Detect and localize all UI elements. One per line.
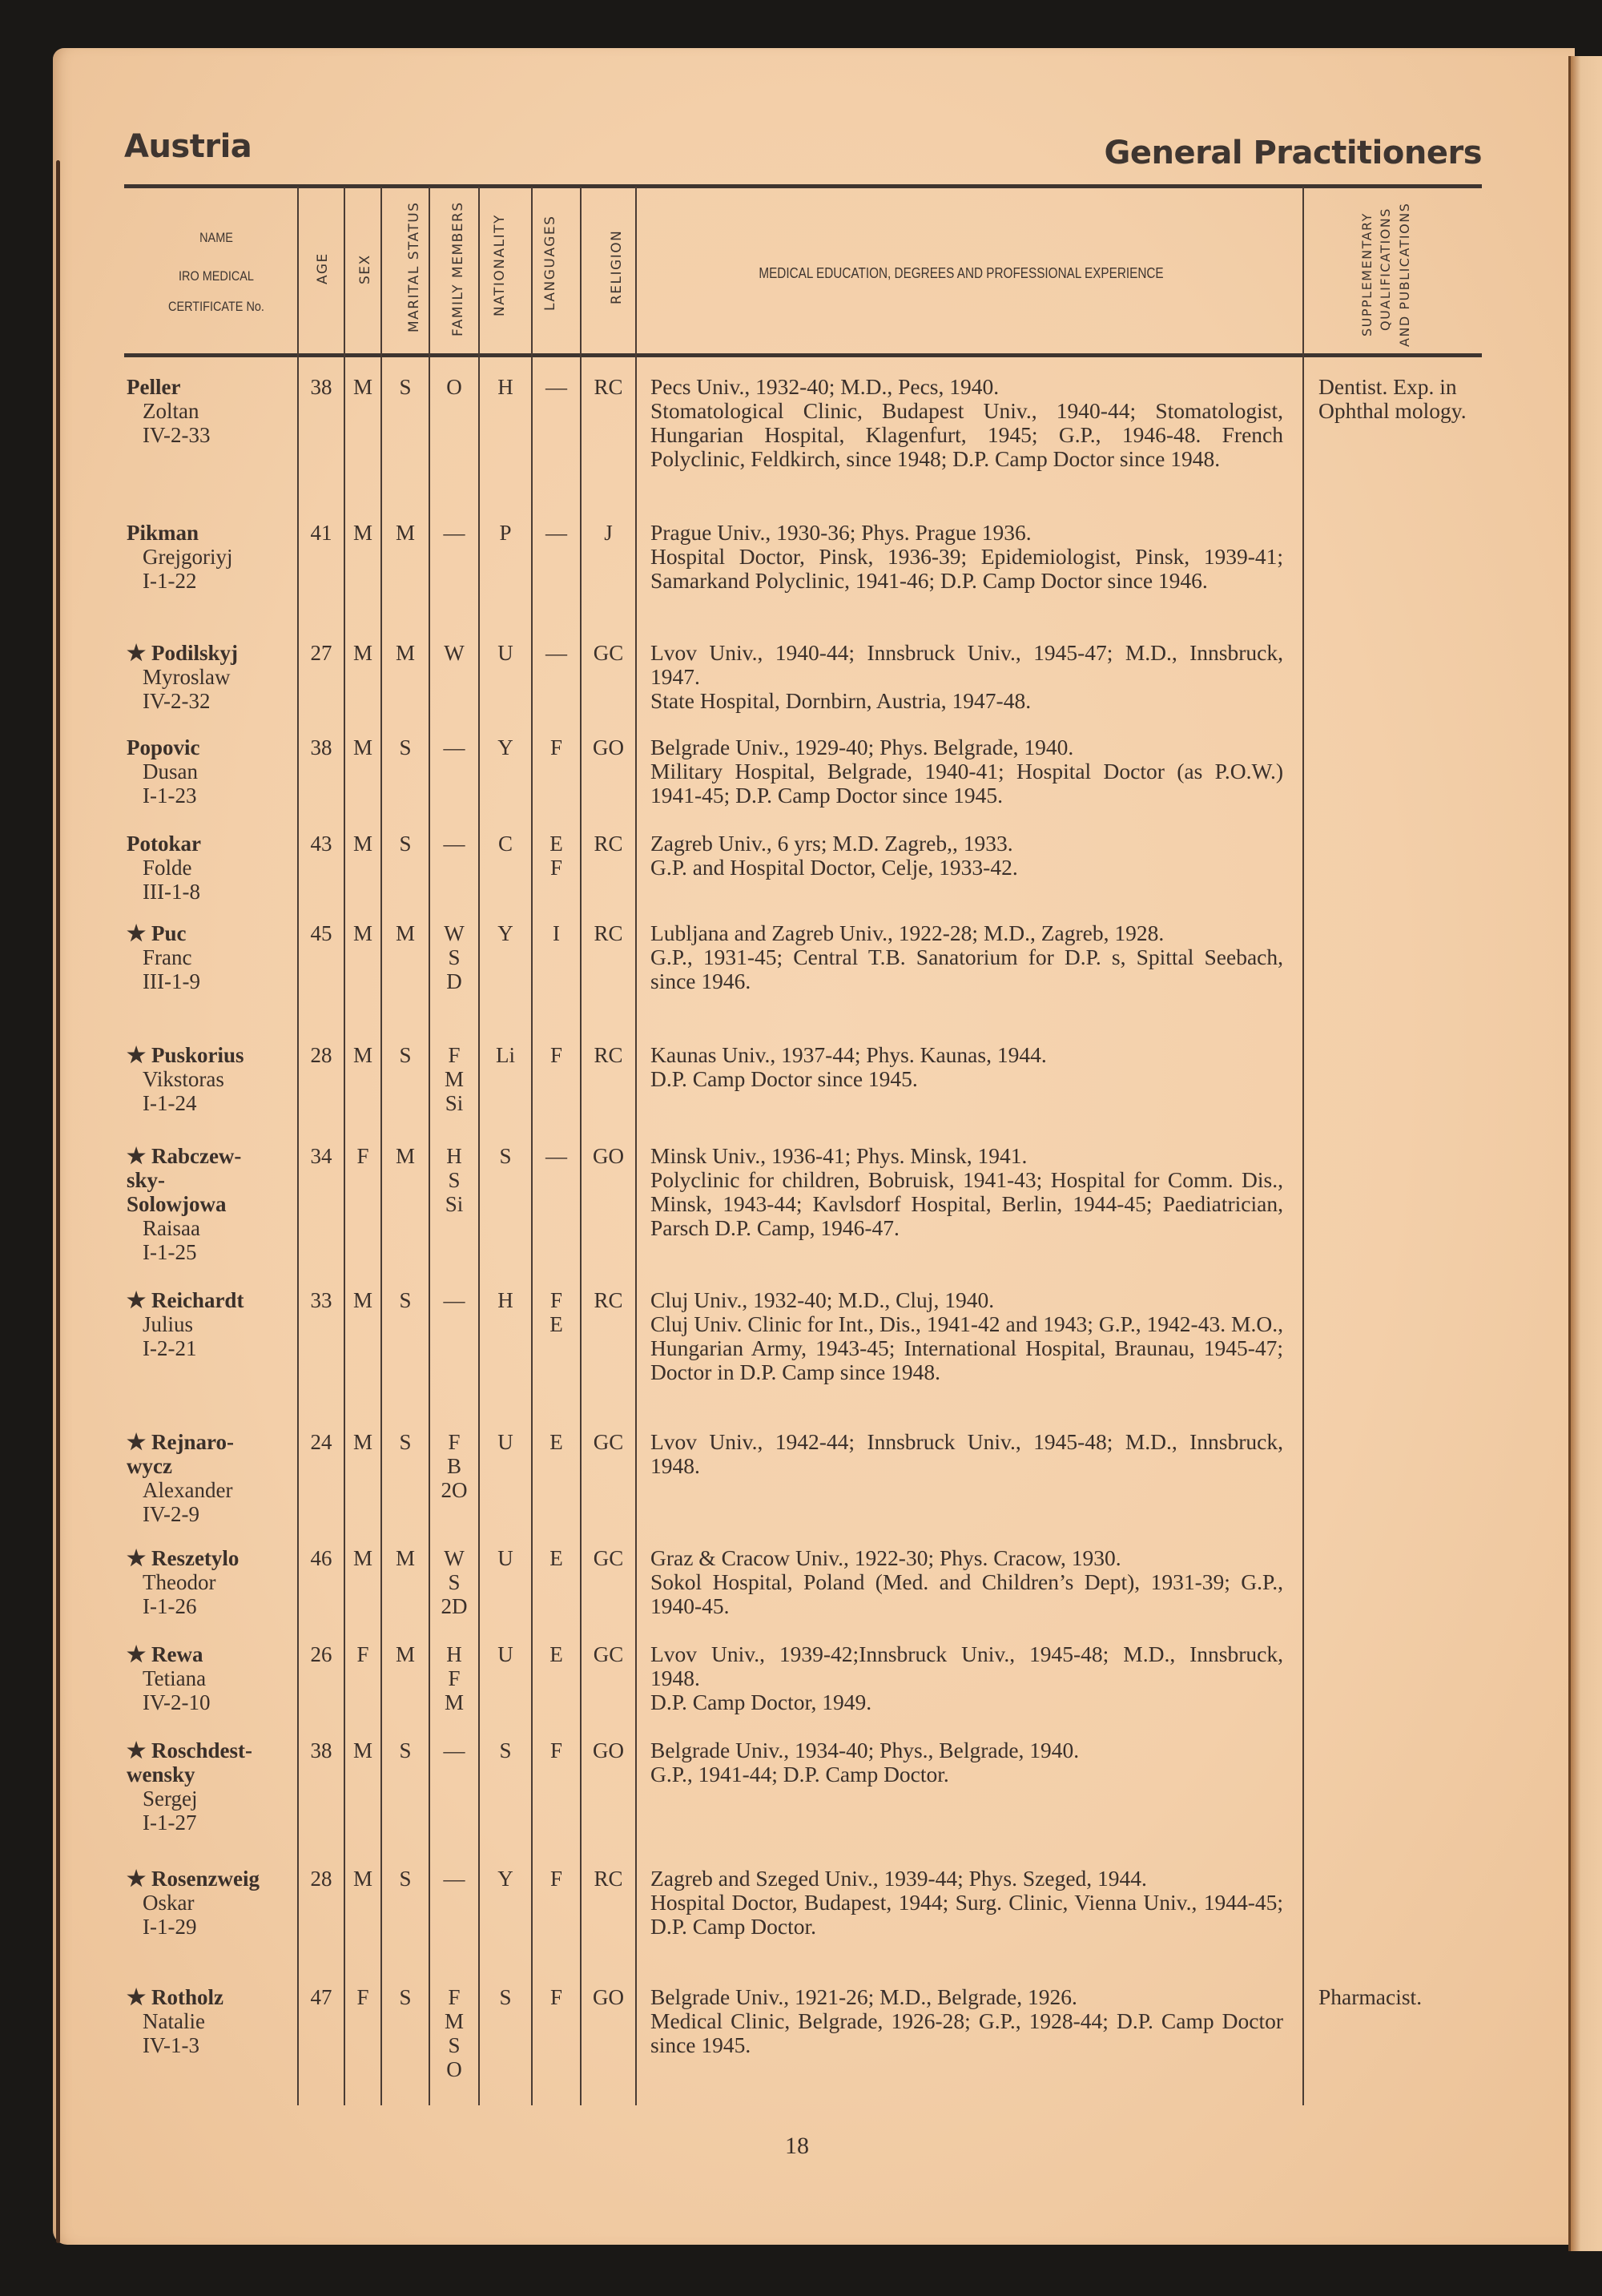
- marital-cell: S: [399, 1738, 412, 1762]
- age-cell: 41: [310, 521, 332, 545]
- marital-cell: S: [399, 1043, 412, 1067]
- education-cell: [650, 1430, 1283, 1478]
- languages-cell: E: [549, 1430, 563, 1454]
- education-paragraph: Lvov Univ., 1940-44; Innsbruck Univ., 1945-47; M.D., Innsbruck, 1947.: [650, 640, 1283, 689]
- certificate-number: I-1-25: [143, 1240, 197, 1264]
- nationality-cell: U: [497, 1642, 513, 1666]
- given-name: Dusan: [143, 759, 198, 783]
- column-header-sex: SEX: [357, 254, 373, 284]
- column-header-supp-line1: SUPPLEMENTARY: [1359, 212, 1375, 336]
- name-cell: [127, 1043, 295, 1115]
- languages-cell: —: [545, 375, 567, 399]
- given-name: Raisaa: [143, 1216, 200, 1240]
- name-cell: [127, 1288, 295, 1360]
- given-name: Tetiana: [143, 1666, 207, 1690]
- given-name: Sergej: [143, 1786, 198, 1811]
- page-number: 18: [785, 2133, 809, 2159]
- surname: ★ Rejnaro- wycz: [127, 1430, 234, 1478]
- religion-cell: GO: [593, 735, 624, 759]
- name-cell: [127, 1144, 295, 1264]
- languages-cell: F: [549, 1985, 563, 2009]
- languages-cell: F: [549, 1867, 563, 1891]
- education-paragraph: Hospital Doctor, Budapest, 1944; Surg. Clinic, Vienna Univ., 1944-45; D.P. Camp Doctor.: [650, 1890, 1283, 1939]
- name-cell: [127, 641, 295, 713]
- age-cell: 27: [310, 641, 332, 665]
- table-top-rule: [124, 184, 1482, 188]
- sex-cell: F: [356, 1642, 369, 1666]
- name-cell: [127, 375, 295, 447]
- sex-cell: M: [352, 1430, 372, 1454]
- given-name: Oskar: [143, 1891, 195, 1915]
- sex-cell: M: [352, 1546, 372, 1570]
- sex-cell: F: [356, 1144, 369, 1168]
- sex-cell: M: [352, 735, 372, 759]
- name-cell: [127, 1546, 295, 1618]
- star-icon: ★: [127, 1043, 151, 1067]
- religion-cell: GO: [593, 1738, 624, 1762]
- marital-cell: M: [395, 641, 415, 665]
- family-cell: —: [443, 521, 465, 545]
- age-cell: 34: [310, 1144, 332, 1168]
- religion-cell: GC: [593, 641, 624, 665]
- education-paragraph: Zagreb Univ., 6 yrs; M.D. Zagreb,, 1933.: [650, 831, 1013, 856]
- page-edge: [56, 160, 60, 2243]
- nationality-cell: S: [499, 1738, 512, 1762]
- education-paragraph: D.P. Camp Doctor since 1945.: [650, 1066, 918, 1091]
- given-name: Franc: [143, 945, 192, 969]
- column-header-education: MEDICAL EDUCATION, DEGREES AND PROFESSIONAL EXPERIENCE: [759, 265, 1164, 281]
- family-cell: W S D: [444, 921, 465, 993]
- education-paragraph: Sokol Hospital, Poland (Med. and Children’s Dept), 1931-39; G.P., 1940-45.: [650, 1569, 1283, 1618]
- surname: Potokar: [127, 832, 201, 856]
- family-cell: —: [443, 1738, 465, 1762]
- family-cell: —: [443, 735, 465, 759]
- name-cell: [127, 1430, 295, 1526]
- surname: ★ Reichardt: [127, 1288, 244, 1312]
- surname: Peller: [127, 375, 181, 399]
- star-icon: ★: [127, 1867, 151, 1891]
- education-cell: [650, 1144, 1283, 1240]
- surname: ★ Reszetylo: [127, 1546, 239, 1570]
- family-cell: H F M: [444, 1642, 464, 1714]
- surname: ★ Rosenzweig: [127, 1867, 260, 1891]
- star-icon: ★: [127, 1546, 151, 1570]
- education-cell: [650, 832, 1283, 880]
- education-paragraph: Cluj Univ. Clinic for Int., Dis., 1941-42 and 1943; G.P., 1942-43. M.O., Hungarian Army, 1943-45; International Hospital, Braunau, 1945-47; Doctor in D.P. Camp since 1948.: [650, 1311, 1283, 1384]
- star-icon: ★: [127, 1144, 151, 1168]
- nationality-cell: U: [497, 1546, 513, 1570]
- education-paragraph: Kaunas Univ., 1937-44; Phys. Kaunas, 1944.: [650, 1042, 1047, 1067]
- age-cell: 45: [310, 921, 332, 945]
- family-cell: F M Si: [444, 1043, 464, 1115]
- certificate-number: IV-2-9: [143, 1502, 199, 1526]
- marital-cell: M: [395, 521, 415, 545]
- languages-cell: I: [553, 921, 560, 945]
- name-cell: [127, 1985, 295, 2057]
- given-name: Alexander: [143, 1478, 233, 1502]
- certificate-number: I-1-23: [143, 783, 197, 808]
- certificate-number: IV-1-3: [143, 2033, 199, 2057]
- family-cell: O: [446, 375, 462, 399]
- age-cell: 43: [310, 832, 332, 856]
- column-header-languages: LANGUAGES: [542, 215, 558, 311]
- next-page-edge: [1568, 56, 1602, 2251]
- surname: Pikman: [127, 521, 199, 545]
- education-cell: [650, 521, 1283, 593]
- nationality-cell: Y: [497, 1867, 513, 1891]
- nationality-cell: Y: [497, 921, 513, 945]
- education-cell: [650, 1738, 1283, 1786]
- education-paragraph: Zagreb and Szeged Univ., 1939-44; Phys. Szeged, 1944.: [650, 1866, 1147, 1891]
- age-cell: 38: [310, 375, 332, 399]
- family-cell: W: [444, 641, 465, 665]
- country-title: Austria: [124, 128, 252, 165]
- family-cell: —: [443, 1288, 465, 1312]
- religion-cell: J: [604, 521, 613, 545]
- education-cell: [650, 1867, 1283, 1939]
- given-name: Grejgoriyj: [143, 545, 233, 569]
- certificate-number: III-1-8: [143, 880, 200, 904]
- nationality-cell: S: [499, 1144, 512, 1168]
- education-cell: [650, 1288, 1283, 1384]
- languages-cell: —: [545, 521, 567, 545]
- column-header-age: AGE: [315, 252, 331, 284]
- nationality-cell: Y: [497, 735, 513, 759]
- education-paragraph: Lvov Univ., 1939-42;Innsbruck Univ., 1945-48; M.D., Innsbruck, 1948.: [650, 1641, 1283, 1690]
- languages-cell: —: [545, 641, 567, 665]
- religion-cell: RC: [594, 832, 623, 856]
- surname: ★ Roschdest- wensky: [127, 1738, 252, 1786]
- certificate-number: III-1-9: [143, 969, 200, 993]
- name-cell: [127, 521, 295, 593]
- languages-cell: F: [549, 1738, 563, 1762]
- nationality-cell: U: [497, 641, 513, 665]
- certificate-number: I-1-27: [143, 1811, 197, 1835]
- family-cell: F M S O: [444, 1985, 464, 2081]
- given-name: Folde: [143, 856, 192, 880]
- family-cell: H S Si: [445, 1144, 464, 1216]
- surname: ★ Puskorius: [127, 1043, 244, 1067]
- education-paragraph: G.P. and Hospital Doctor, Celje, 1933-42.: [650, 855, 1018, 880]
- education-paragraph: State Hospital, Dornbirn, Austria, 1947-48.: [650, 688, 1032, 713]
- header-bottom-rule: [124, 353, 1482, 357]
- surname: ★ Rewa: [127, 1642, 203, 1666]
- sex-cell: M: [352, 1288, 372, 1312]
- religion-cell: RC: [594, 1867, 623, 1891]
- nationality-cell: H: [497, 1288, 513, 1312]
- column-header-supp-line3: AND PUBLICATIONS: [1397, 202, 1412, 347]
- surname: ★ Rabczew- sky- Solowjowa: [127, 1144, 242, 1216]
- languages-cell: F E: [549, 1288, 563, 1336]
- column-divider: [635, 187, 637, 2105]
- sex-cell: M: [352, 1867, 372, 1891]
- name-cell: [127, 1642, 295, 1714]
- religion-cell: RC: [594, 375, 623, 399]
- education-paragraph: G.P., 1941-44; D.P. Camp Doctor.: [650, 1762, 949, 1786]
- certificate-number: IV-2-32: [143, 689, 211, 713]
- given-name: Myroslaw: [143, 665, 231, 689]
- given-name: Julius: [143, 1312, 194, 1336]
- sex-cell: M: [352, 832, 372, 856]
- education-paragraph: Graz & Cracow Univ., 1922-30; Phys. Cracow, 1930.: [650, 1545, 1121, 1570]
- education-paragraph: Polyclinic for children, Bobruisk, 1941-43; Hospital for Comm. Dis., Minsk, 1943-44; Kavlsdorf Hospital, Berlin, 1944-45; Paediatrician, Parsch D.P. Camp, 1946-47.: [650, 1167, 1283, 1240]
- nationality-cell: C: [497, 832, 513, 856]
- star-icon: ★: [127, 921, 151, 945]
- marital-cell: S: [399, 832, 412, 856]
- education-paragraph: Prague Univ., 1930-36; Phys. Prague 1936.: [650, 520, 1032, 545]
- education-cell: [650, 641, 1283, 713]
- age-cell: 47: [310, 1985, 332, 2009]
- sex-cell: M: [352, 641, 372, 665]
- certificate-number: I-1-26: [143, 1594, 197, 1618]
- education-paragraph: Military Hospital, Belgrade, 1940-41; Hospital Doctor (as P.O.W.) 1941-45; D.P. Camp Doctor since 1945.: [650, 759, 1283, 808]
- name-cell: [127, 1738, 295, 1835]
- certificate-number: IV-2-10: [143, 1690, 211, 1714]
- family-cell: —: [443, 1867, 465, 1891]
- marital-cell: S: [399, 375, 412, 399]
- nationality-cell: H: [497, 375, 513, 399]
- family-cell: F B 2O: [441, 1430, 468, 1502]
- nationality-cell: U: [497, 1430, 513, 1454]
- star-icon: ★: [127, 1642, 151, 1666]
- given-name: Vikstoras: [143, 1067, 224, 1091]
- column-header-name-line2: IRO MEDICAL: [179, 268, 254, 284]
- education-cell: [650, 735, 1283, 808]
- age-cell: 38: [310, 735, 332, 759]
- supplementary-cell: Dentist. Exp. in Ophthal mology.: [1318, 374, 1467, 423]
- nationality-cell: Li: [496, 1043, 515, 1067]
- marital-cell: S: [399, 1430, 412, 1454]
- column-header-marital-status: MARITAL STATUS: [406, 201, 422, 332]
- certificate-number: IV-2-33: [143, 423, 211, 447]
- languages-cell: F: [549, 735, 563, 759]
- column-divider: [1302, 187, 1304, 2105]
- family-cell: —: [443, 832, 465, 856]
- age-cell: 46: [310, 1546, 332, 1570]
- star-icon: ★: [127, 1430, 151, 1454]
- sex-cell: M: [352, 1043, 372, 1067]
- marital-cell: S: [399, 1288, 412, 1312]
- column-header-supp-line2: QUALIFICATIONS: [1378, 207, 1393, 331]
- sex-cell: F: [356, 1985, 369, 2009]
- religion-cell: RC: [594, 1288, 623, 1312]
- religion-cell: RC: [594, 921, 623, 945]
- education-paragraph: Minsk Univ., 1936-41; Phys. Minsk, 1941.: [650, 1143, 1028, 1168]
- education-paragraph: Stomatological Clinic, Budapest Univ., 1940-44; Stomatologist, Hungarian Hospital, Klagenfurt, 1945; G.P., 1946-48. French Polyclinic, Feldkirch, since 1948; D.P. Camp Doctor since 1948.: [650, 398, 1283, 471]
- education-cell: [650, 921, 1283, 993]
- education-paragraph: Belgrade Univ., 1921-26; M.D., Belgrade, 1926.: [650, 1984, 1077, 2009]
- languages-cell: E F: [549, 832, 563, 880]
- surname: ★ Rotholz: [127, 1985, 223, 2009]
- column-header-name-line1: NAME: [199, 230, 233, 245]
- given-name: Theodor: [143, 1570, 216, 1594]
- name-cell: [127, 921, 295, 993]
- education-paragraph: Lubljana and Zagreb Univ., 1922-28; M.D., Zagreb, 1928.: [650, 920, 1165, 945]
- name-cell: [127, 1867, 295, 1939]
- column-header-nationality: NATIONALITY: [492, 214, 508, 316]
- surname: ★ Puc: [127, 921, 187, 945]
- marital-cell: S: [399, 1985, 412, 2009]
- education-paragraph: Belgrade Univ., 1934-40; Phys., Belgrade, 1940.: [650, 1738, 1080, 1762]
- column-header-family-members: FAMILY MEMBERS: [450, 201, 466, 336]
- education-paragraph: G.P., 1931-45; Central T.B. Sanatorium for D.P. s, Spittal Seebach, since 1946.: [650, 945, 1283, 993]
- sex-cell: M: [352, 921, 372, 945]
- given-name: Natalie: [143, 2009, 205, 2033]
- name-cell: [127, 832, 295, 904]
- religion-cell: RC: [594, 1043, 623, 1067]
- sex-cell: M: [352, 1738, 372, 1762]
- star-icon: ★: [127, 1288, 151, 1312]
- name-cell: [127, 735, 295, 808]
- education-cell: [650, 1546, 1283, 1618]
- marital-cell: M: [395, 1642, 415, 1666]
- nationality-cell: S: [499, 1985, 512, 2009]
- education-cell: [650, 375, 1283, 471]
- age-cell: 28: [310, 1043, 332, 1067]
- education-paragraph: Cluj Univ., 1932-40; M.D., Cluj, 1940.: [650, 1287, 995, 1312]
- certificate-number: I-2-21: [143, 1336, 197, 1360]
- surname: Popovic: [127, 735, 200, 759]
- religion-cell: GO: [593, 1985, 624, 2009]
- marital-cell: M: [395, 1546, 415, 1570]
- section-title: General Practitioners: [1104, 135, 1482, 171]
- column-header-religion: RELIGION: [609, 229, 625, 304]
- religion-cell: GC: [593, 1642, 624, 1666]
- given-name: Zoltan: [143, 399, 199, 423]
- education-paragraph: D.P. Camp Doctor, 1949.: [650, 1690, 872, 1714]
- marital-cell: S: [399, 1867, 412, 1891]
- star-icon: ★: [127, 1738, 151, 1762]
- education-paragraph: Hospital Doctor, Pinsk, 1936-39; Epidemiologist, Pinsk, 1939-41; Samarkand Polyclinic, 1941-46; D.P. Camp Doctor since 1946.: [650, 544, 1283, 593]
- education-cell: [650, 1043, 1283, 1091]
- religion-cell: GC: [593, 1430, 624, 1454]
- languages-cell: —: [545, 1144, 567, 1168]
- education-paragraph: Pecs Univ., 1932-40; M.D., Pecs, 1940.: [650, 374, 1000, 399]
- sex-cell: M: [352, 521, 372, 545]
- sex-cell: M: [352, 375, 372, 399]
- education-cell: [650, 1642, 1283, 1714]
- languages-cell: F: [549, 1043, 563, 1067]
- religion-cell: GC: [593, 1546, 624, 1570]
- age-cell: 28: [310, 1867, 332, 1891]
- age-cell: 26: [310, 1642, 332, 1666]
- education-paragraph: Lvov Univ., 1942-44; Innsbruck Univ., 1945-48; M.D., Innsbruck, 1948.: [650, 1429, 1283, 1478]
- education-paragraph: Belgrade Univ., 1929-40; Phys. Belgrade, 1940.: [650, 735, 1074, 759]
- nationality-cell: P: [499, 521, 512, 545]
- star-icon: ★: [127, 641, 151, 665]
- family-cell: W S 2D: [441, 1546, 468, 1618]
- surname: ★ Podilskyj: [127, 641, 238, 665]
- languages-cell: E: [549, 1546, 563, 1570]
- marital-cell: M: [395, 1144, 415, 1168]
- religion-cell: GO: [593, 1144, 624, 1168]
- marital-cell: M: [395, 921, 415, 945]
- education-paragraph: Medical Clinic, Belgrade, 1926-28; G.P., 1928-44; D.P. Camp Doctor since 1945.: [650, 2008, 1283, 2057]
- certificate-number: I-1-24: [143, 1091, 197, 1115]
- age-cell: 24: [310, 1430, 332, 1454]
- star-icon: ★: [127, 1985, 151, 2009]
- certificate-number: I-1-22: [143, 569, 197, 593]
- column-header-name-line3: CERTIFICATE No.: [168, 299, 264, 314]
- marital-cell: S: [399, 735, 412, 759]
- certificate-number: I-1-29: [143, 1915, 197, 1939]
- supplementary-cell: Pharmacist.: [1318, 1984, 1423, 2009]
- education-cell: [650, 1985, 1283, 2057]
- age-cell: 33: [310, 1288, 332, 1312]
- languages-cell: E: [549, 1642, 563, 1666]
- age-cell: 38: [310, 1738, 332, 1762]
